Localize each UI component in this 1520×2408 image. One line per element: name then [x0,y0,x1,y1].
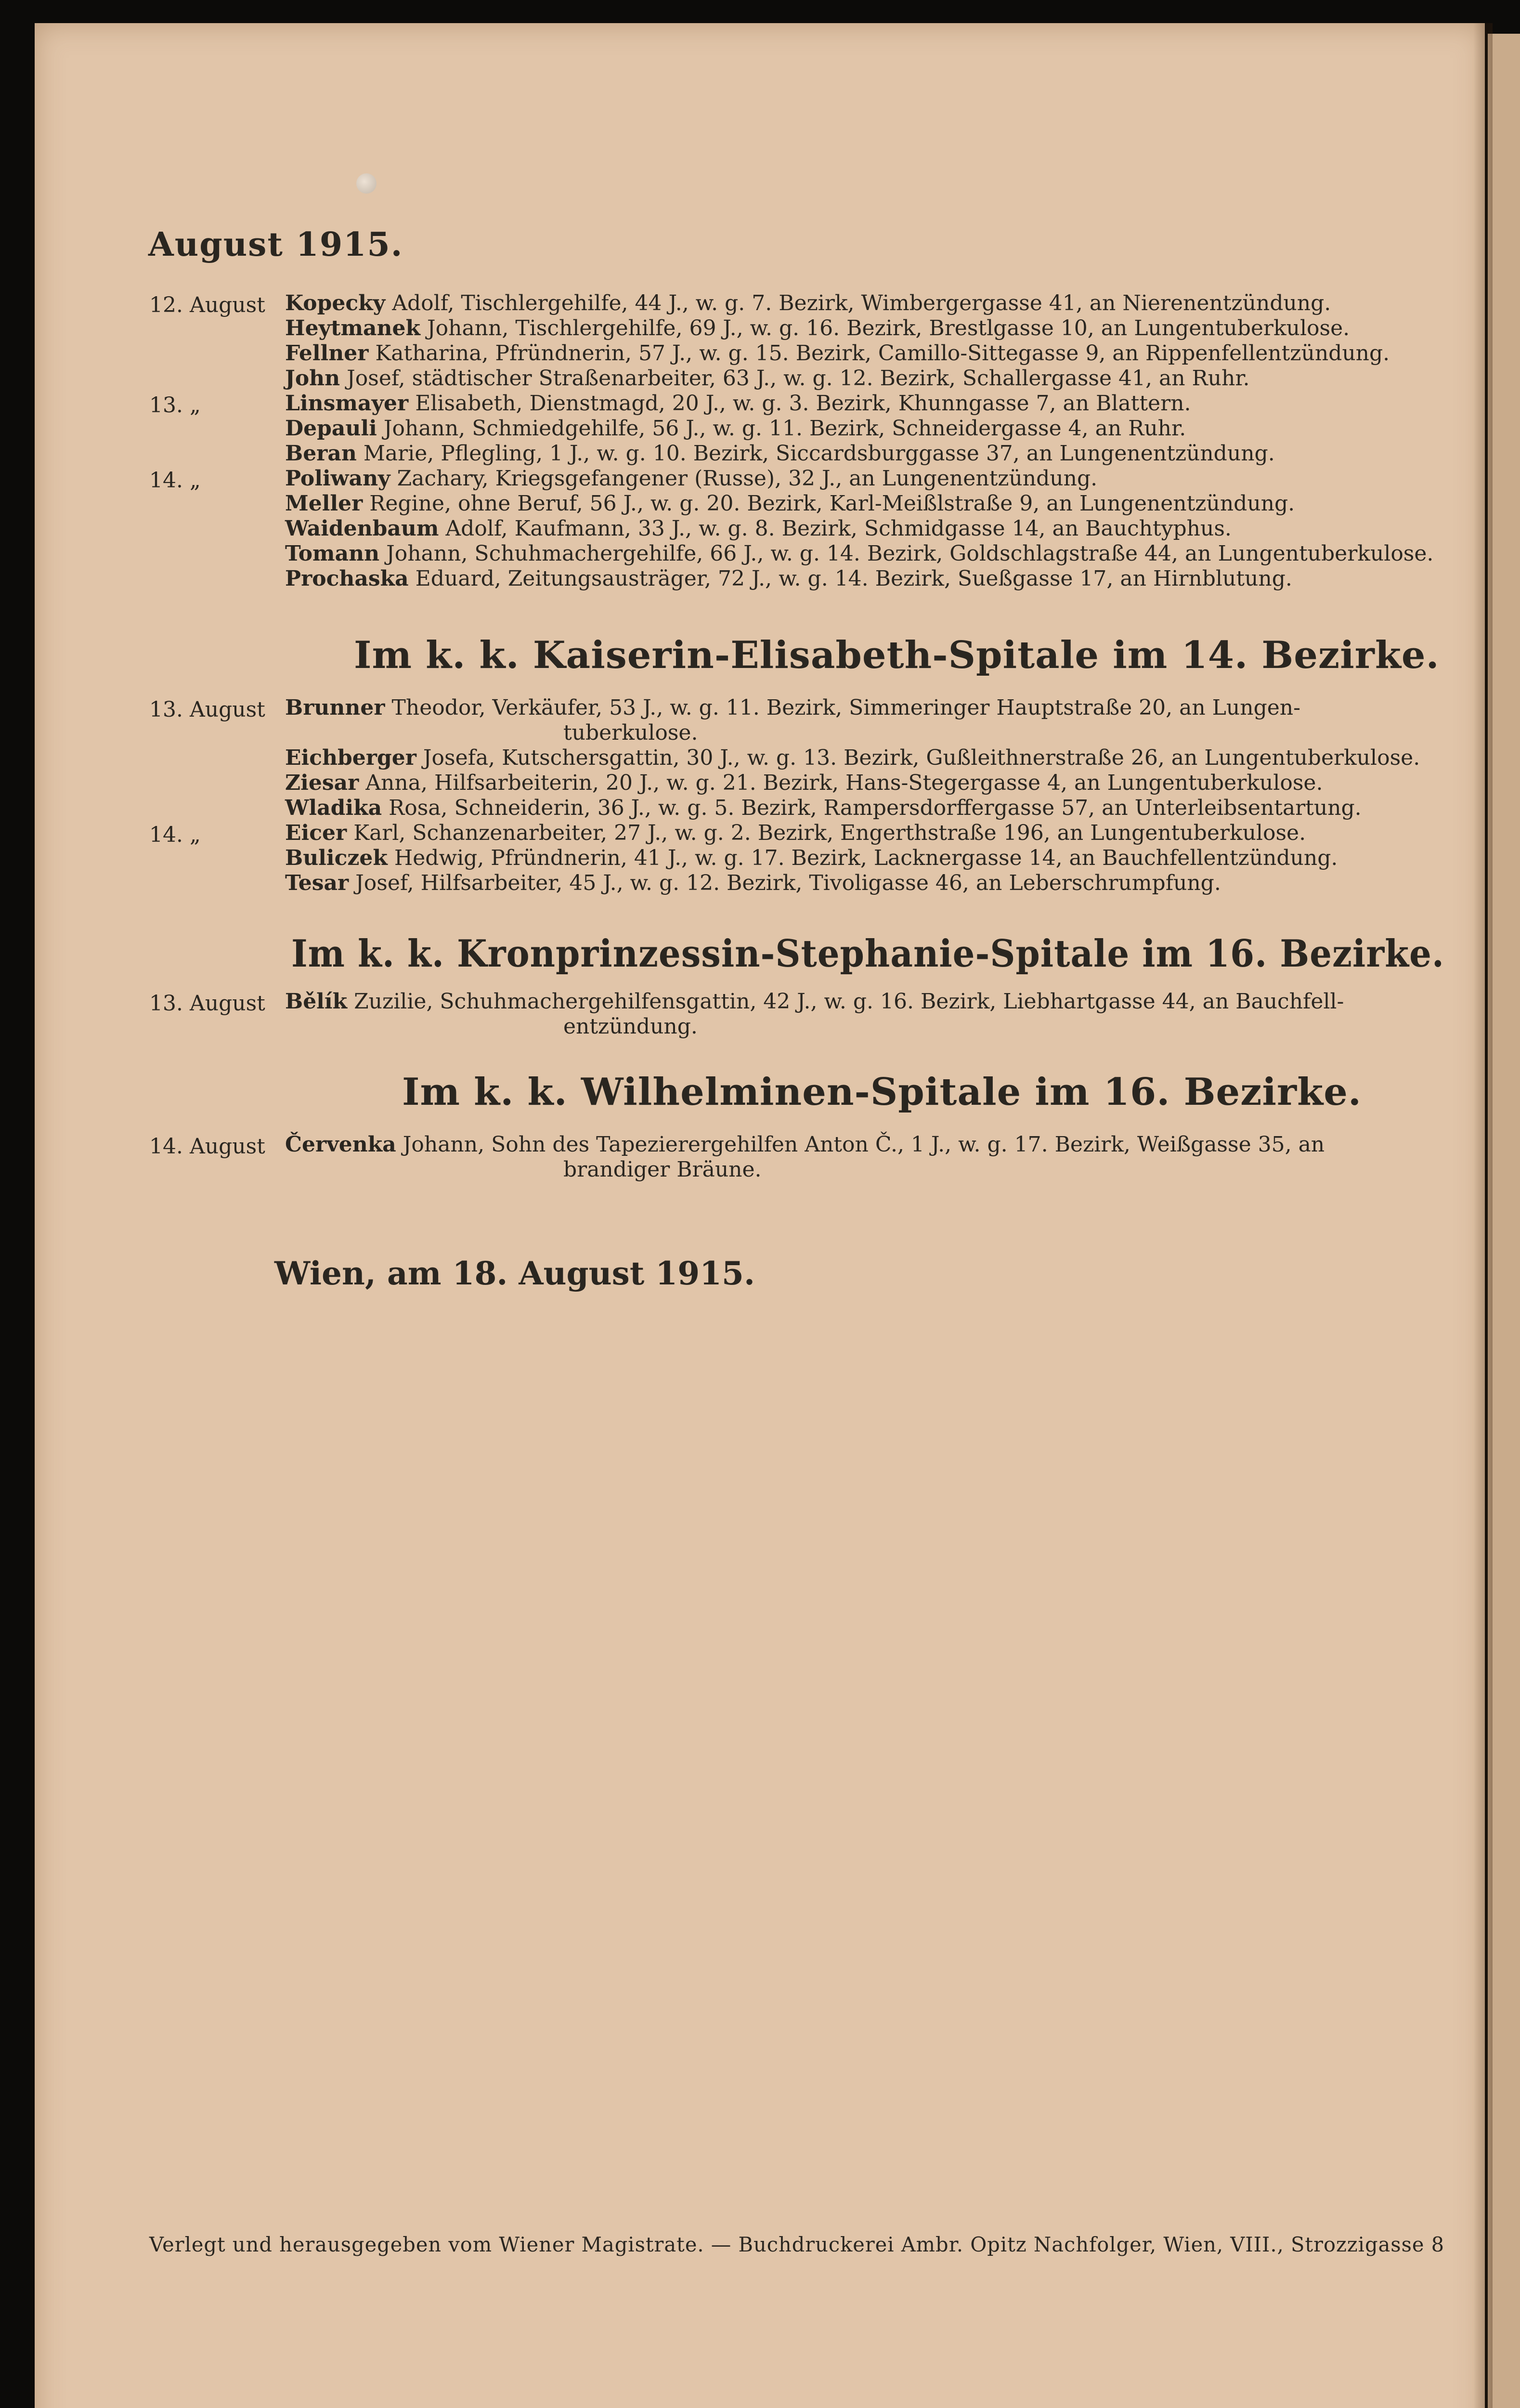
entry-date: 14. August [149,1134,265,1159]
entry-text: Hedwig, Pfründnerin, 41 J., w. g. 17. Bezirk, Lacknergasse 14, an Bauchfellentzündung. [387,846,1338,870]
entry-text: Josefa, Kutschersgattin, 30 J., w. g. 13. Bezirk, Gußleithnerstraße 26, an Lungentuberkulose. [416,746,1420,770]
register-entry [285,491,1295,517]
entry-name: Meller [285,491,363,516]
entry-text: Johann, Schmiedgehilfe, 56 J., w. g. 11. Bezirk, Schneidergasse 4, an Ruhr. [377,416,1186,441]
entry-text: Josef, Hilfsarbeiter, 45 J., w. g. 12. Bezirk, Tivoligasse 46, an Leberschrumpfung. [349,871,1221,895]
register-entry [285,516,1232,542]
printer-imprint-footer: Verlegt und herausgegeben vom Wiener Magistrate. — Buchdruckerei Ambr. Opitz Nachfolger, Wien, VIII., Strozzigasse 8 [149,2233,1445,2256]
entry-name: Beran [285,441,357,466]
entry-name: Poliwany [285,466,390,491]
entry-text: Zuzilie, Schuhmachergehilfensgattin, 42 J., w. g. 16. Bezirk, Liebhartgasse 44, an Bauchfell- [347,989,1344,1014]
register-entry [285,391,1191,417]
entry-text: Anna, Hilfsarbeiterin, 20 J., w. g. 21. Bezirk, Hans-Stegergasse 4, an Lungentuberkulose. [359,771,1323,795]
entry-name: John [285,366,340,391]
entry-date: 13. „ [149,393,201,418]
register-entry [285,441,1275,467]
entry-name: Bělík [285,989,348,1014]
register-entry [285,870,1221,896]
register-entry [285,340,1390,366]
hospital-heading-kronprinzessin-stephanie: Im k. k. Kronprinzessin-Stephanie-Spitale im 16. Bezirke. [291,932,1444,976]
entry-date: 14. „ [149,468,201,493]
hospital-heading-kaiserin-elisabeth: Im k. k. Kaiserin-Elisabeth-Spitale im 14. Bezirke. [354,633,1440,677]
entry-text: Josef, städtischer Straßenarbeiter, 63 J., w. g. 12. Bezirk, Schallergasse 41, an Ruhr. [340,366,1250,391]
entry-continuation: entzündung. [563,1014,698,1039]
register-entry [285,541,1433,567]
page-edge [1488,34,1520,2408]
entry-date: 13. August [149,991,265,1016]
entry-text: Katharina, Pfründnerin, 57 J., w. g. 15. Bezirk, Camillo-Sittegasse 9, an Rippenfellentzündung. [368,341,1390,366]
register-entry [285,820,1306,846]
entry-text: Eduard, Zeitungsausträger, 72 J., w. g. 14. Bezirk, Sueßgasse 17, an Hirnblutung. [408,566,1292,591]
entry-text: Theodor, Verkäufer, 53 J., w. g. 11. Bezirk, Simmeringer Hauptstraße 20, an Lungen- [385,695,1300,720]
entry-name: Buliczek [285,846,388,870]
entry-text: Zachary, Kriegsgefangener (Russe), 32 J., an Lungenentzündung. [390,466,1098,491]
entry-text: Johann, Sohn des Tapezierergehilfen Anton Č., 1 J., w. g. 17. Bezirk, Weißgasse 35, an [396,1132,1325,1157]
entry-name: Depauli [285,416,377,441]
entry-name: Heytmanek [285,316,420,340]
register-entry [285,315,1350,341]
entry-text: Marie, Pflegling, 1 J., w. g. 10. Bezirk, Siccardsburggasse 37, an Lungenentzündung. [356,441,1275,466]
entry-name: Prochaska [285,566,409,591]
entry-text: Regine, ohne Beruf, 56 J., w. g. 20. Bezirk, Karl-Meißlstraße 9, an Lungenentzündung. [363,491,1295,516]
entry-name: Eichberger [285,746,416,770]
register-entry [285,845,1338,871]
register-entry [285,366,1250,392]
entry-name: Waidenbaum [285,516,439,541]
entry-date: 14. „ [149,823,201,847]
entry-name: Brunner [285,695,385,720]
entry-text: Karl, Schanzenarbeiter, 27 J., w. g. 2. Bezirk, Engerthstraße 196, an Lungentuberkulose. [347,821,1306,845]
entry-date: 13. August [149,697,265,722]
entry-text: Johann, Tischlergehilfe, 69 J., w. g. 16. Bezirk, Brestlgasse 10, an Lungentuberkulose. [420,316,1350,340]
register-entry [285,745,1420,771]
register-entry [285,290,1331,316]
register-entry [285,466,1097,492]
page-header-date: August 1915. [148,225,403,264]
entry-text: Adolf, Kaufmann, 33 J., w. g. 8. Bezirk, Schmidgasse 14, an Bauchtyphus. [439,516,1232,541]
entry-continuation: brandiger Bräune. [563,1157,762,1182]
entry-name: Tomann [285,541,380,566]
entry-continuation: tuberkulose. [563,720,698,745]
closing-place-date: Wien, am 18. August 1915. [274,1255,755,1292]
hospital-heading-wilhelminen: Im k. k. Wilhelminen-Spitale im 16. Bezirke. [402,1070,1362,1114]
register-entry [285,695,1300,721]
entry-text: Elisabeth, Dienstmagd, 20 J., w. g. 3. Bezirk, Khunngasse 7, an Blattern. [408,391,1191,416]
entry-name: Červenka [285,1132,396,1157]
register-entry [285,416,1186,442]
entry-name: Tesar [285,871,349,895]
entry-text: Adolf, Tischlergehilfe, 44 J., w. g. 7. Bezirk, Wimbergergasse 41, an Nierenentzündung. [385,291,1331,315]
entry-date: 12. August [149,293,265,317]
entry-name: Eicer [285,821,347,845]
register-entry [285,1132,1325,1158]
entry-name: Kopecky [285,291,386,315]
register-entry [285,989,1344,1015]
register-entry [285,795,1362,821]
entry-name: Linsmayer [285,391,409,416]
entry-name: Ziesar [285,771,359,795]
paper-stain [356,173,377,194]
entry-name: Fellner [285,341,369,366]
register-entry [285,566,1292,592]
entry-text: Johann, Schuhmachergehilfe, 66 J., w. g. 14. Bezirk, Goldschlagstraße 44, an Lungentuberkulose. [379,541,1434,566]
register-entry [285,770,1323,796]
binding-shadow [1473,23,1493,2408]
entry-text: Rosa, Schneiderin, 36 J., w. g. 5. Bezirk, Rampersdorffergasse 57, an Unterleibsentartung. [382,796,1362,820]
entry-name: Wladika [285,796,382,820]
